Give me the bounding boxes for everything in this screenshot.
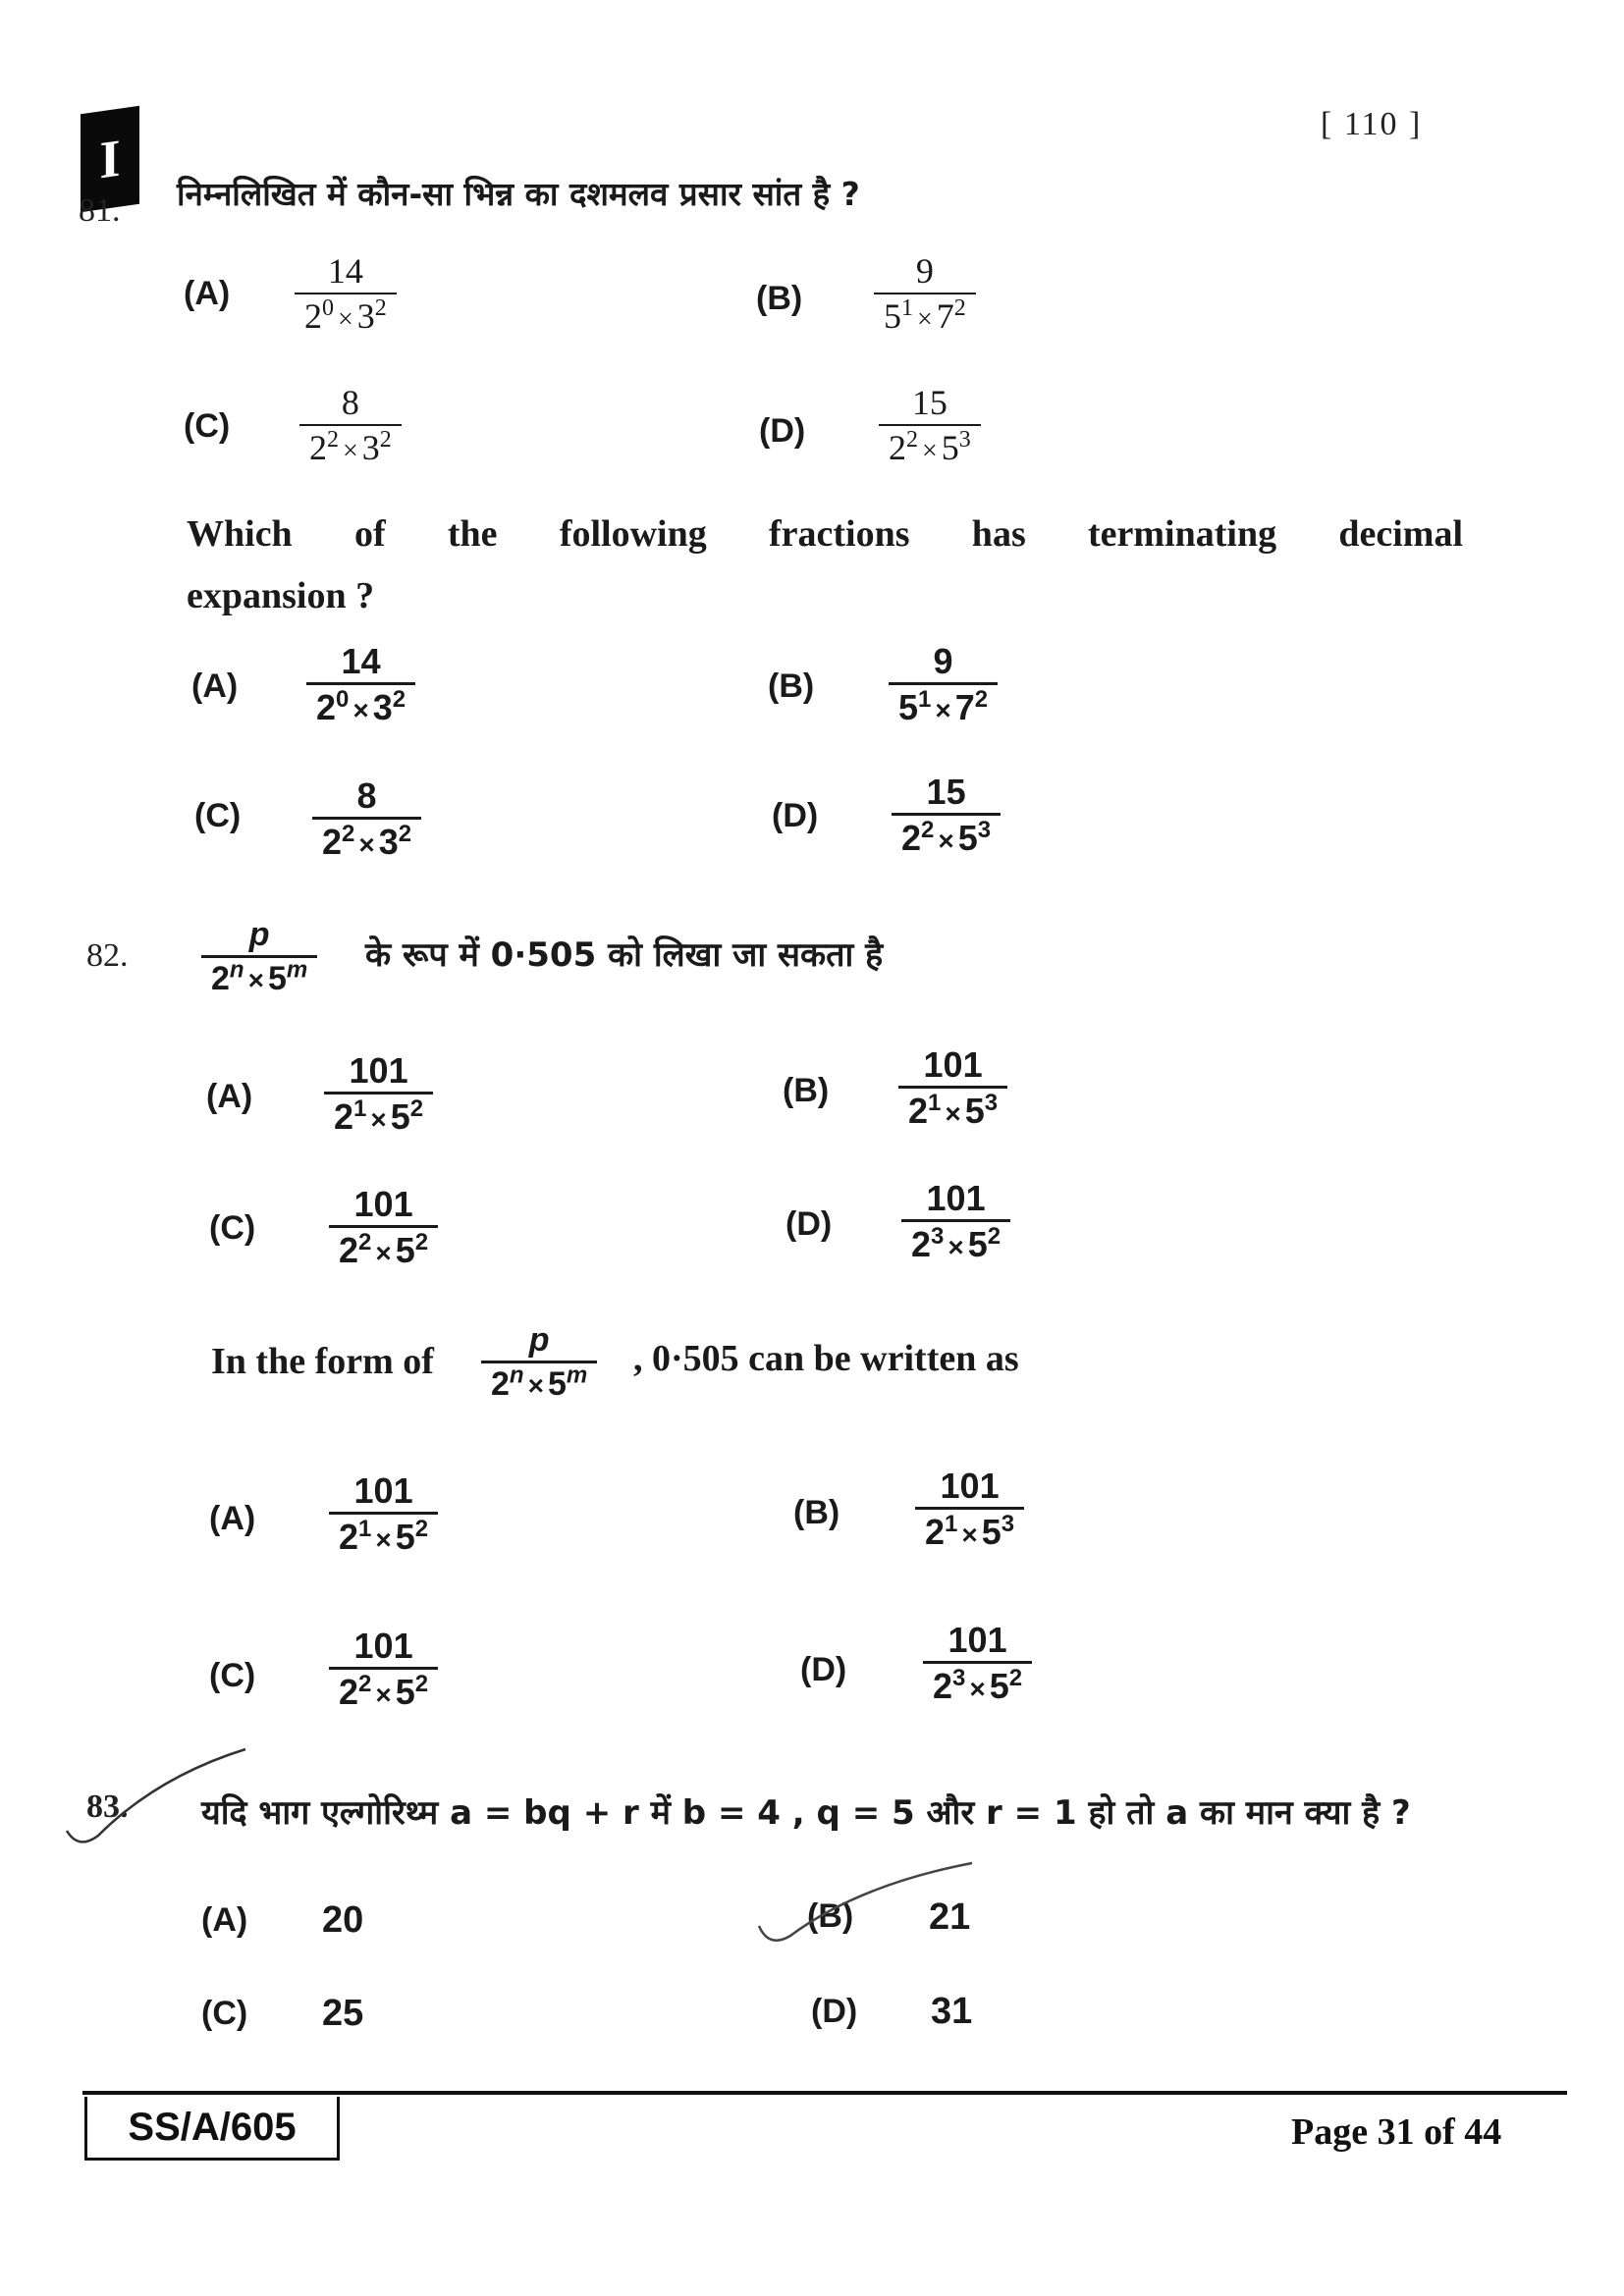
q81-hi-option-b-label[interactable]: (B) <box>756 280 803 317</box>
q81-hi-option-a-label[interactable]: (A) <box>184 275 231 312</box>
q81-hi-option-a-fraction[interactable]: 14 $2^0 \times 3^2$ <box>295 253 397 336</box>
q83-option-d-value: 31 <box>931 1991 973 2032</box>
q81-en-option-a-fraction[interactable]: 14 $2^0 \times 3^2$ <box>306 643 415 726</box>
q82-en-option-a-fraction[interactable]: 101 $2^1 \times 5^2$ <box>329 1472 438 1556</box>
q81-hindi-text: निम्नलिखित में कौन-सा भिन्न का दशमलव प्रसार सांत है ? <box>177 175 860 213</box>
q82-en-option-d-fraction[interactable]: 101 $2^3 \times 5^2$ <box>923 1622 1032 1705</box>
q82-hi-option-a-fraction[interactable]: 101 $2^1 \times 5^2$ <box>324 1052 433 1136</box>
q81-hi-option-c-label[interactable]: (C) <box>184 407 231 445</box>
q83-hindi-text: यदि भाग एल्गोरिथ्म a = bq + r में b = 4 , q = 5 और r = 1 हो तो a का मान क्या है ? <box>201 1793 1411 1833</box>
q82-en-option-b-fraction[interactable]: 101 $2^1 \times 5^3$ <box>915 1468 1024 1551</box>
checkmark-icon <box>751 1855 977 1963</box>
q81-en-option-c-fraction[interactable]: 8 $2^2 \times 3^2$ <box>312 777 421 861</box>
q83-option-a-label[interactable]: (A) <box>201 1901 248 1939</box>
q82-en-option-a-label[interactable]: (A) <box>209 1500 256 1537</box>
section-badge: I <box>81 106 139 212</box>
q81-en-option-a-label[interactable]: (A) <box>191 667 239 705</box>
q81-english-text-line2: expansion ? <box>187 575 375 616</box>
q82-english-prefix: In the form of <box>211 1341 434 1382</box>
q82-hi-option-d-label[interactable]: (D) <box>785 1205 833 1243</box>
page-number: Page 31 of 44 <box>1291 2111 1502 2153</box>
q81-hi-option-d-label[interactable]: (D) <box>759 412 806 450</box>
q81-hi-option-b-fraction[interactable]: 9 $5^1 \times 7^2$ <box>874 253 976 336</box>
paper-code: SS/A/605 <box>84 2097 340 2161</box>
q81-hi-option-d-fraction[interactable]: 15 $2^2 \times 5^3$ <box>879 385 981 467</box>
q81-en-option-d-label[interactable]: (D) <box>772 797 819 834</box>
q82-hi-option-c-fraction[interactable]: 101 $2^2 \times 5^2$ <box>329 1186 438 1269</box>
q82-hi-option-b-fraction[interactable]: 101 $2^1 \times 5^3$ <box>898 1046 1007 1130</box>
q81-en-option-c-label[interactable]: (C) <box>194 797 242 834</box>
q82-en-option-b-label[interactable]: (B) <box>793 1494 840 1531</box>
q83-option-b-label[interactable]: (B) <box>807 1897 854 1935</box>
q81-en-option-b-label[interactable]: (B) <box>768 667 815 705</box>
q82-hindi-text: के रूप में 0·505 को लिखा जा सकता है <box>365 935 884 975</box>
page-code: [ 110 ] <box>1321 106 1423 142</box>
q82-en-option-c-label[interactable]: (C) <box>209 1657 256 1694</box>
q83-option-c-value: 25 <box>322 1993 364 2034</box>
q82-en-form-fraction: p $2^n \times 5^m$ <box>481 1323 597 1402</box>
q81-en-option-b-fraction[interactable]: 9 $5^1 \times 7^2$ <box>889 643 998 726</box>
q82-hi-option-a-label[interactable]: (A) <box>206 1078 253 1115</box>
q82-english-suffix: , 0·505 can be written as <box>633 1338 1019 1379</box>
q83-option-c-label[interactable]: (C) <box>201 1995 248 2032</box>
q83-option-a-value: 20 <box>322 1899 364 1941</box>
q82-en-option-d-label[interactable]: (D) <box>800 1651 847 1688</box>
q82-hi-option-c-label[interactable]: (C) <box>209 1209 256 1247</box>
question-number-82: 82. <box>86 937 129 974</box>
q82-hi-option-d-fraction[interactable]: 101 $2^3 \times 5^2$ <box>901 1180 1010 1263</box>
q81-hi-option-c-fraction[interactable]: 8 $2^2 \times 3^2$ <box>299 385 402 467</box>
q82-hi-option-b-label[interactable]: (B) <box>783 1072 830 1109</box>
q83-option-d-label[interactable]: (D) <box>811 1993 858 2030</box>
q81-en-option-d-fraction[interactable]: 15 $2^2 \times 5^3$ <box>892 774 1001 857</box>
q83-option-b-value: 21 <box>929 1896 971 1938</box>
q82-en-option-c-fraction[interactable]: 101 $2^2 \times 5^2$ <box>329 1628 438 1711</box>
q82-form-fraction: p $2^n \times 5^m$ <box>201 918 317 996</box>
question-number-81: 81. <box>79 192 121 229</box>
footer-divider <box>82 2091 1567 2095</box>
q81-english-text-line1: Which of the following fractions has terminating decimal <box>187 513 1463 555</box>
question-number-83: 83. <box>86 1789 129 1825</box>
